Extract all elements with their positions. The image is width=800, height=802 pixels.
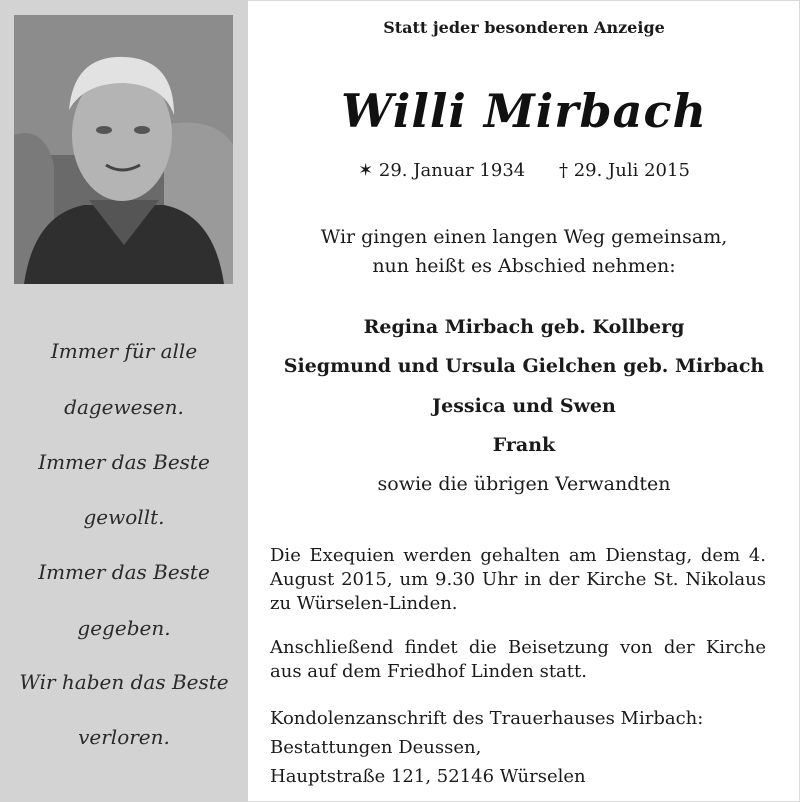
portrait-photo (14, 15, 233, 284)
service-paragraph: Die Exequien werden gehalten am Dienstag, dem 4. August 2015, um 9.30 Uhr in der Kirche St. Nikolaus zu Würselen-Linden. (270, 545, 766, 614)
burial-paragraph: Anschließend findet die Beisetzung von der Kirche aus auf dem Friedhof Linden statt. (270, 637, 766, 682)
poem-line: gegeben. (77, 616, 171, 640)
quote-line: nun heißt es Abschied nehmen: (372, 255, 676, 277)
condolence-line: Bestattungen Deussen, (270, 737, 482, 758)
mourner-line: Siegmund und Ursula Gielchen geb. Mirbach (283, 355, 765, 377)
poem-line: Immer für alle (50, 339, 198, 363)
mourner-line: Jessica und Swen (432, 395, 616, 417)
relatives-line: sowie die übrigen Verwandten (377, 473, 671, 495)
sidebar (0, 0, 248, 802)
poem-line: Immer das Beste (38, 450, 210, 474)
poem-line: Immer das Beste (38, 560, 210, 584)
header-line: Statt jeder besonderen Anzeige (383, 18, 665, 37)
quote-line: Wir gingen einen langen Weg gemeinsam, (320, 226, 728, 248)
death-date: † 29. Juli 2015 (558, 160, 690, 181)
condolence-line: Kondolenzanschrift des Trauerhauses Mirbach: (270, 708, 704, 729)
birth-date: ✶ 29. Januar 1934 (358, 160, 526, 181)
poem-line: verloren. (78, 725, 170, 749)
condolence-line: Hauptstraße 121, 52146 Würselen (270, 766, 586, 787)
poem-line: Wir haben das Beste (19, 670, 229, 694)
mourner-line: Frank (492, 434, 556, 456)
poem-line: dagewesen. (64, 395, 184, 419)
poem-line: gewollt. (83, 505, 165, 529)
life-dates (248, 160, 800, 181)
deceased-name: Willi Mirbach (341, 84, 707, 138)
mourner-line: Regina Mirbach geb. Kollberg (363, 316, 685, 338)
